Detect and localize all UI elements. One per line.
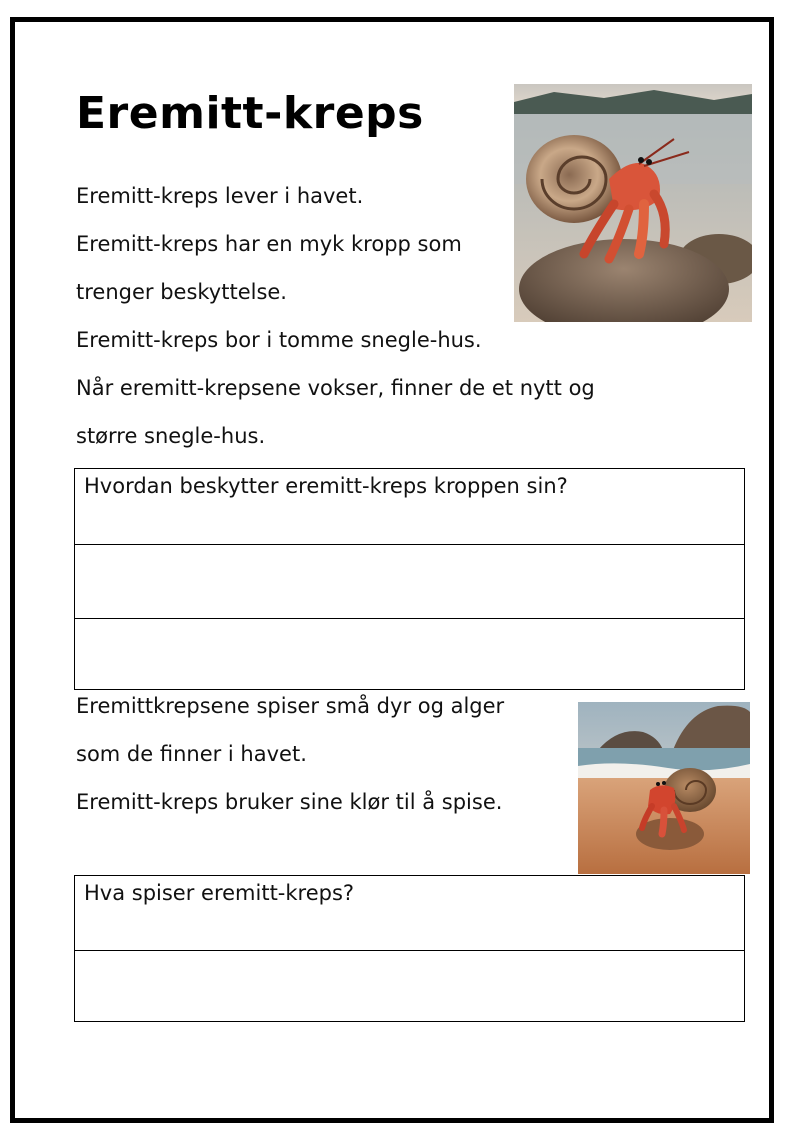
- question-2-text: Hva spiser eremitt-kreps?: [84, 881, 355, 905]
- intro-line-1: Eremitt-kreps lever i havet.: [76, 184, 364, 208]
- question-2-row: [75, 876, 744, 950]
- intro-line-6: større snegle-hus.: [76, 424, 266, 448]
- hermit-crab-beach-image: [578, 702, 750, 874]
- question-2-box: [74, 875, 745, 1022]
- question-1-box: [74, 468, 745, 690]
- answer-line[interactable]: [75, 950, 744, 1020]
- middle-line-1: Eremittkrepsene spiser små dyr og alger: [76, 694, 505, 718]
- intro-line-2: Eremitt-kreps har en myk kropp som: [76, 232, 462, 256]
- answer-line[interactable]: [75, 618, 744, 688]
- page-title: Eremitt-kreps: [76, 88, 424, 139]
- intro-line-4: Eremitt-kreps bor i tomme snegle-hus.: [76, 328, 482, 352]
- answer-line[interactable]: [75, 544, 744, 618]
- question-1-row: [75, 469, 744, 544]
- middle-line-3: Eremitt-kreps bruker sine klør til å spise.: [76, 790, 503, 814]
- intro-line-3: trenger beskyttelse.: [76, 280, 287, 304]
- hermit-crab-rock-image: [514, 84, 752, 322]
- question-1-text: Hvordan beskytter eremitt-kreps kroppen sin?: [84, 474, 568, 498]
- middle-line-2: som de finner i havet.: [76, 742, 307, 766]
- intro-line-5: Når eremitt-krepsene vokser, finner de et nytt og: [76, 376, 595, 400]
